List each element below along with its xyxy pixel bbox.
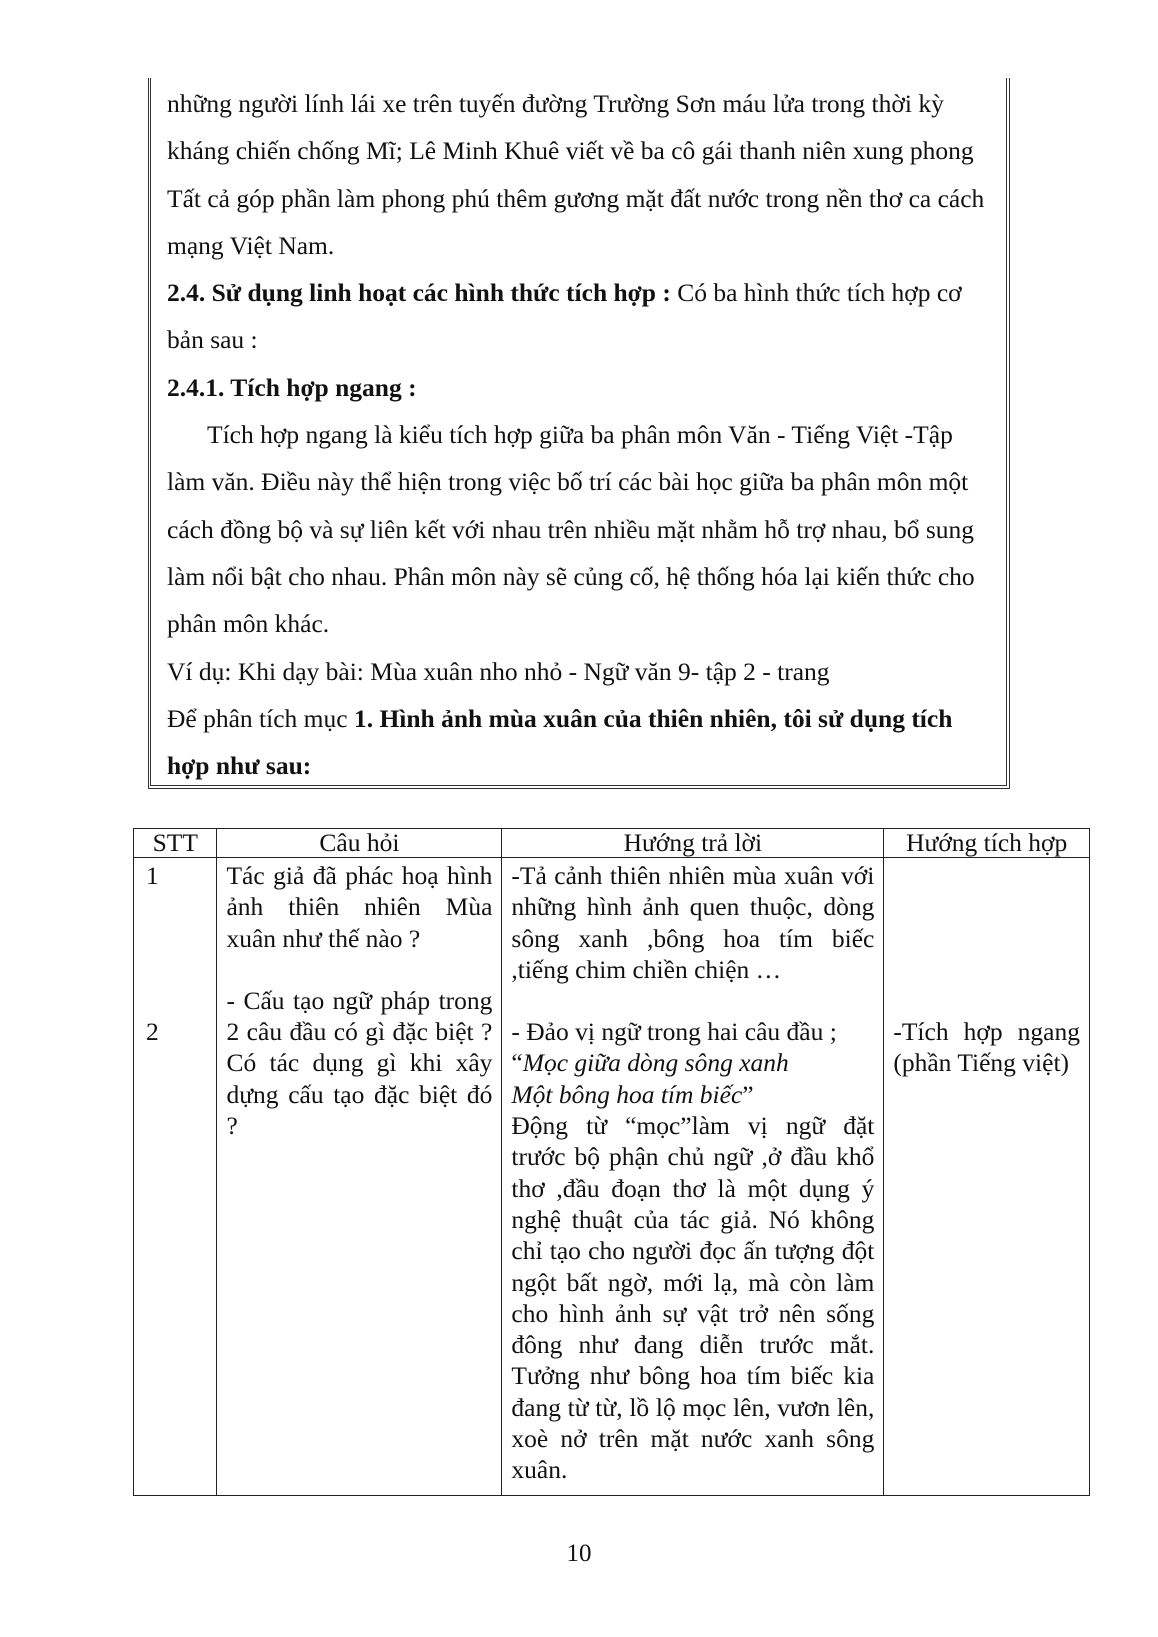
paragraph-line: mạng Việt Nam. bbox=[167, 230, 335, 260]
question-cell bbox=[217, 858, 502, 1496]
framed-text-content bbox=[167, 80, 1027, 789]
paragraph-line: phân môn khác. bbox=[167, 609, 330, 639]
page-number: 10 bbox=[566, 1540, 592, 1567]
paragraph-line: Tích hợp ngang là kiểu tích hợp giữa ba phân môn Văn - Tiếng Việt -Tập bbox=[207, 420, 953, 450]
analysis-bold: 1. Hình ảnh mùa xuân của thiên nhiên, tôi sử dụng tích bbox=[353, 703, 953, 733]
paragraph-line: làm văn. Điều này thể hiện trong việc bố trí các bài học giữa ba phân môn một bbox=[167, 467, 969, 497]
answer-cell bbox=[502, 858, 884, 1496]
analysis-plain: Để phân tích mục bbox=[167, 703, 354, 733]
integration-2: -Tích hợp ngang (phần Tiếng việt) bbox=[893, 1017, 1080, 1078]
answer-2-intro: - Đảo vị ngữ trong hai câu đầu ; bbox=[511, 1017, 837, 1047]
header-question: Câu hỏi bbox=[217, 829, 502, 858]
heading-bold: 2.4. Sử dụng linh hoạt các hình thức tích hợp : bbox=[167, 278, 671, 308]
stt-cell bbox=[134, 858, 217, 1496]
table-header-row bbox=[134, 829, 1090, 858]
question-1: Tác giả đã phác hoạ hình ảnh thiên nhiên Mùa xuân như thế nào ? bbox=[226, 861, 493, 953]
poem-quote-line-1: “Mọc giữa dòng sông xanh bbox=[511, 1048, 789, 1078]
poem-quote-line-2: Một bông hoa tím biếc” bbox=[511, 1079, 754, 1109]
analysis-line bbox=[167, 742, 1027, 789]
analysis-bold: hợp như sau: bbox=[167, 751, 312, 781]
row-number: 1 bbox=[146, 861, 159, 890]
row-number: 2 bbox=[146, 1017, 159, 1047]
integration-cell bbox=[884, 858, 1090, 1496]
answer-2-body: Động từ “mọc”làm vị ngữ đặt trước bộ phận chủ ngữ ,ở đầu khổ thơ ,đầu đoạn thơ là một dụng ý nghệ thuật của tác giả. Nó không chỉ tạo cho người đọc ấn tượng đột ngột bất ngờ, mới lạ, mà còn làm cho hình ảnh sự vật trở nên sống đông như đang diễn trước mắt. Tưởng như bông hoa tím biếc kia đang từ từ, lồ lộ mọc lên, vươn lên, xoè nở trên mặt nước xanh sông xuân. bbox=[511, 1111, 875, 1485]
question-2: - Cấu tạo ngữ pháp trong 2 câu đầu có gì đặc biệt ?Có tác dụng gì khi xây dựng cấu tạo đặc biệt đó ? bbox=[226, 985, 493, 1141]
header-integration: Hướng tích hợp bbox=[884, 829, 1090, 858]
paragraph-line: cách đồng bộ và sự liên kết với nhau trên nhiều mặt nhằm hỗ trợ nhau, bổ sung bbox=[167, 514, 975, 544]
paragraph-line: Tất cả góp phần làm phong phú thêm gương mặt đất nước trong nền thơ ca cách bbox=[167, 183, 985, 213]
paragraph-line: làm nổi bật cho nhau. Phân môn này sẽ củng cố, hệ thống hóa lại kiến thức cho bbox=[167, 561, 975, 591]
heading-bold: 2.4.1. Tích hợp ngang : bbox=[167, 372, 417, 402]
paragraph-line: kháng chiến chống Mĩ; Lê Minh Khuê viết về ba cô gái thanh niên xung phong bbox=[167, 136, 974, 166]
table-row bbox=[134, 858, 1090, 1496]
analysis-line bbox=[167, 695, 1027, 742]
paragraph-line: những người lính lái xe trên tuyến đường Trường Sơn máu lửa trong thời kỳ bbox=[167, 89, 944, 118]
header-stt: STT bbox=[134, 829, 217, 858]
heading-rest: Có ba hình thức tích hợp cơ bbox=[670, 278, 962, 308]
section-heading-2-4-1 bbox=[167, 364, 1027, 411]
paragraph-line: bản sau : bbox=[167, 325, 258, 355]
section-heading-2-4 bbox=[167, 269, 1027, 316]
header-answer: Hướng trả lời bbox=[502, 829, 884, 858]
integration-table bbox=[133, 828, 1090, 1496]
answer-1: -Tả cảnh thiên nhiên mùa xuân với những hình ảnh quen thuộc, dòng sông xanh ,bông hoa tím biếc ,tiếng chim chiền chiện … bbox=[511, 861, 875, 984]
example-line: Ví dụ: Khi dạy bài: Mùa xuân nho nhỏ - Ngữ văn 9- tập 2 - trang bbox=[167, 656, 830, 686]
